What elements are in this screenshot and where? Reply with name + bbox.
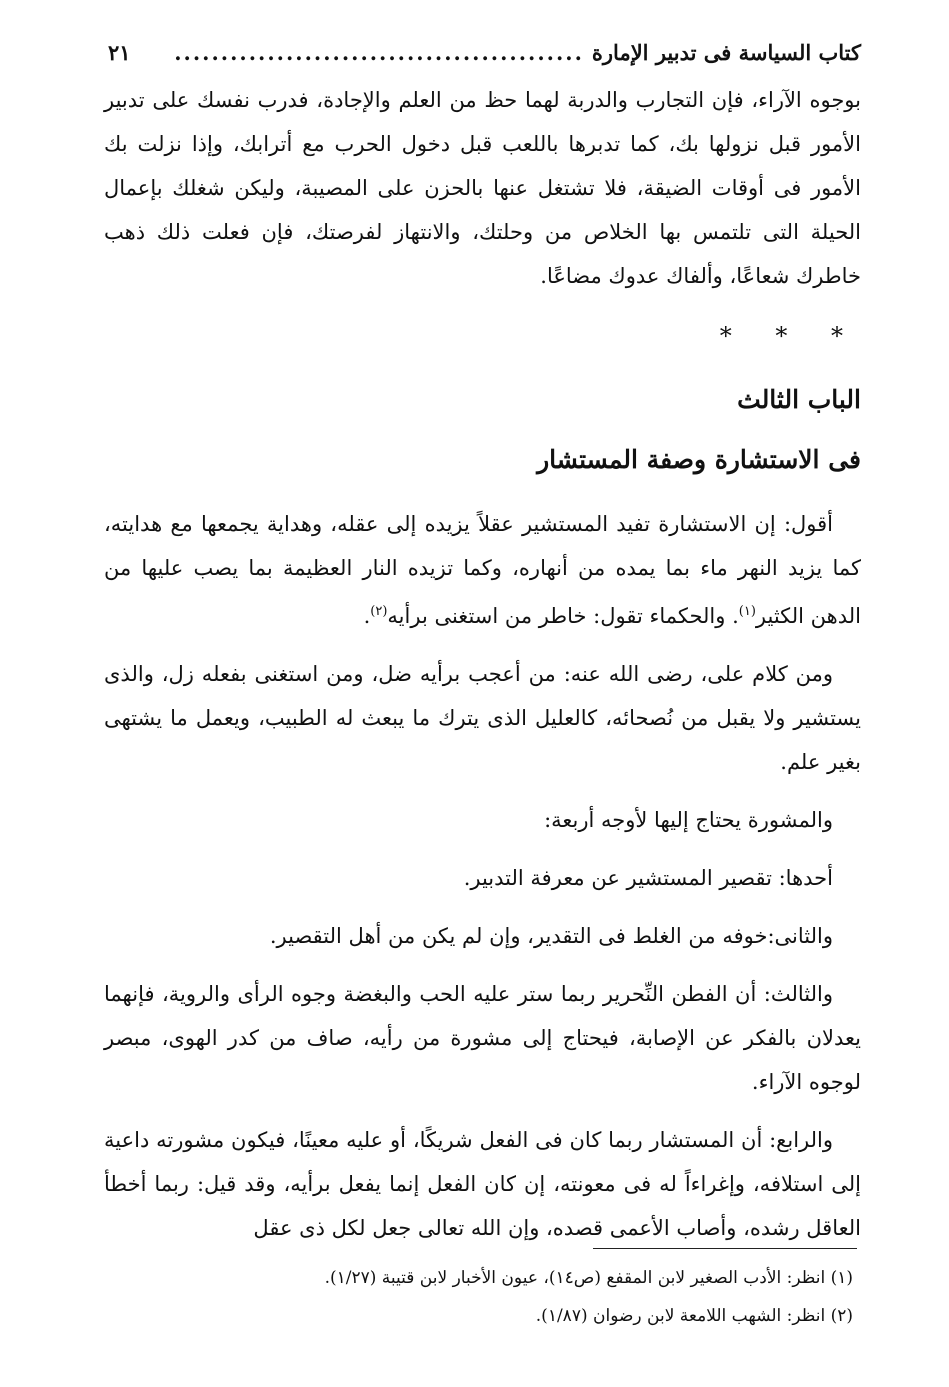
section-separator: * * * — [719, 322, 861, 350]
leader-dots: ............................................ — [174, 40, 584, 65]
footnote-ref-2[interactable]: (٢) — [370, 604, 388, 619]
paragraph-text: . — [363, 604, 371, 628]
footnote-1: (١) انظر: الأدب الصغير لابن المقفع (ص١٤)، عيون الأخبار لابن قتيبة (١/٢٧). — [324, 1268, 853, 1288]
paragraph-text: . والحكماء تقول: خاطر من استغنى برأيه — [387, 604, 739, 628]
footnotes — [104, 1262, 853, 1338]
footnote-ref-1[interactable]: (١) — [738, 604, 756, 619]
main-text — [104, 78, 861, 1250]
chapter-heading: الباب الثالث — [737, 385, 861, 414]
paragraph-four-reasons: والمشورة يحتاج إليها لأوجه أربعة: — [544, 808, 833, 832]
paragraph-text: أقول: إن الاستشارة تفيد المستشير عقلاً يزيده إلى عقله، وهداية يجمعها مع هدايته، كما يزيد النهر ماء بما يمده من أنهاره، وكما تزيده النار العظيمة بما يصب عليها من الدهن الكثير — [104, 512, 861, 628]
footnote-divider — [593, 1248, 857, 1249]
running-title: كتاب السياسة فى تدبير الإمارة — [591, 40, 861, 65]
chapter-title: فى الاستشارة وصفة المستشار — [537, 445, 861, 474]
paragraph-first: أحدها: تقصير المستشير عن معرفة التدبير. — [463, 866, 833, 890]
paragraph-istishara — [104, 502, 861, 638]
paragraph-fourth: والرابع: أن المستشار ربما كان فى الفعل شريكًا، أو عليه معينًا، فيكون مشورته داعية إلى استلافه، وإغراءاً له فى معونته، إن كان الفعل إنما يفعل برأيه، وقد قيل: ربما أخطأ العاقل رشده، وأصاب الأعمى قصده، وإن الله تعالى جعل لكل ذى عقل — [104, 1128, 861, 1240]
paragraph-second: والثانى:خوفه من الغلط فى التقدير، وإن لم يكن من أهل التقصير. — [269, 924, 833, 948]
paragraph-continued: بوجوه الآراء، فإن التجارب والدربة لهما حظ من العلم والإجادة، فدرب نفسك على تدبير الأمور قبل نزولها بك، كما تدبرها باللعب قبل دخول الحرب مع أترابك، وإذا نزلت بك الأمور فى أوقات الضيقة، فلا تشتغل عنها بالحزن على المصيبة، وليكن شغلك بإعمال الحيلة التى تلتمس بها الخلاص من وحلتك، والانتهاز لفرصتك، فإن فعلت ذلك ذهب خاطرك شعاعًا، وألفاك عدوك مضاعًا. — [104, 88, 861, 288]
page-number: ٢١ — [108, 40, 131, 65]
footnote-2: (٢) انظر: الشهب اللامعة لابن رضوان (١/٨٧). — [535, 1306, 853, 1326]
running-header — [108, 40, 861, 65]
paragraph-third: والثالث: أن الفطن النِّحرير ربما ستر عليه الحب والبغضة وجوه الرأى والروية، فإنهما يعدلان بالفكر عن الإصابة، فيحتاج إلى مشورة من رأيه، صاف من كدر الهوى، مبصر لوجوه الآراء. — [104, 982, 861, 1094]
paragraph-ali-saying: ومن كلام على، رضى الله عنه: من أعجب برأيه ضل، ومن استغنى بفعله زل، والذى يستشير ولا يقبل من نُصحائه، كالعليل الذى يترك ما يبعث له الطبيب، ويعمل ما يشتهى بغير علم. — [104, 662, 861, 774]
